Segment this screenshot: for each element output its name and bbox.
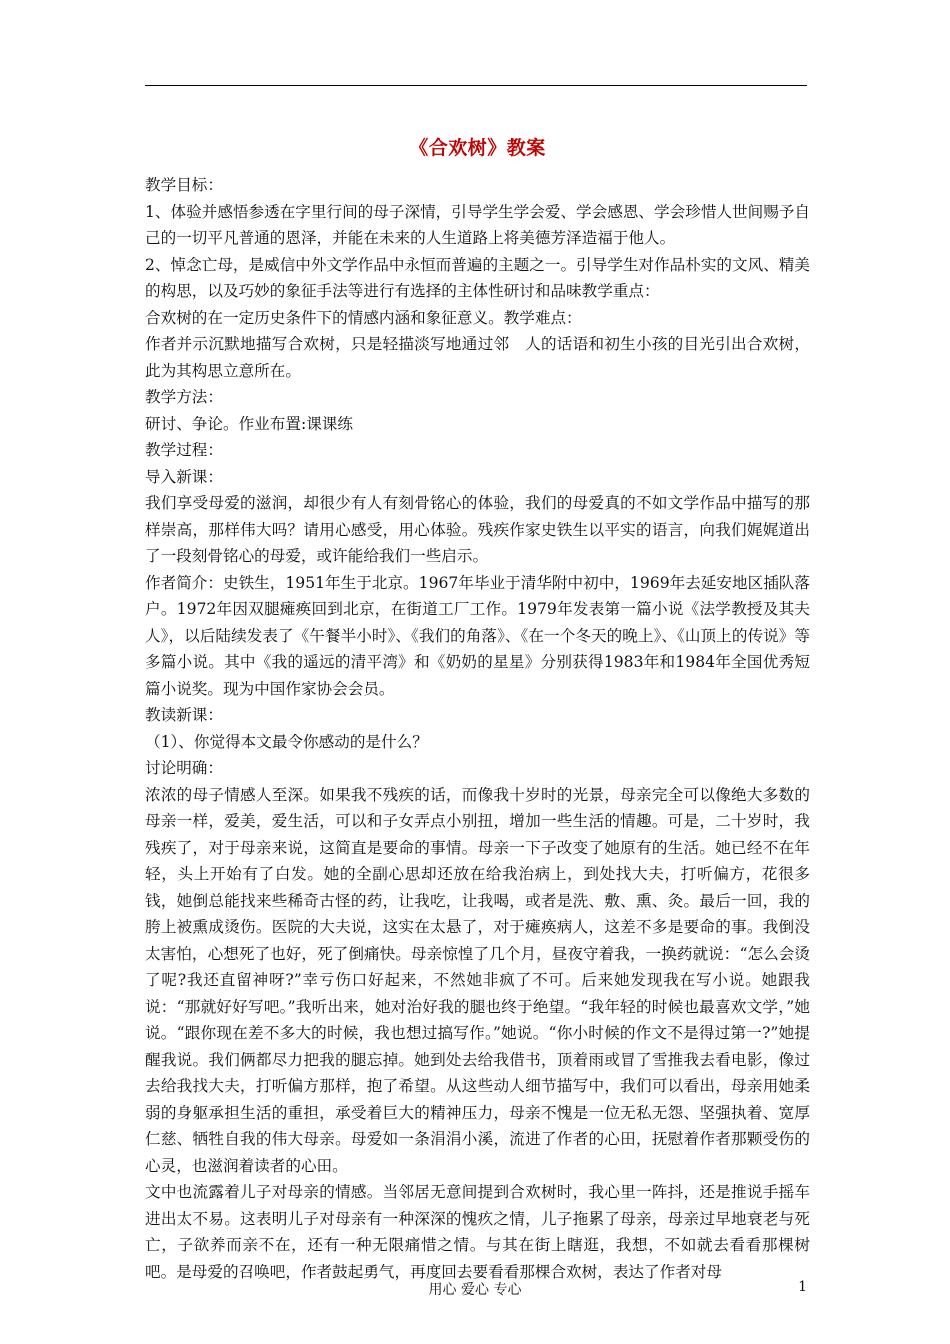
teaching-difficulty: 作者并示沉默地描写合欢树，只是轻描淡写地通过邻 人的话语和初生小孩的目光引出合欢树，此为其构思立意所在。 (145, 335, 810, 380)
section-heading-discussion: 讨论明确： (145, 759, 223, 777)
document-body (145, 130, 810, 1285)
discussion-question: （1）、你觉得本文最令你感动的是什么？ (145, 732, 428, 751)
discussion-paragraph-2: 文中也流露着儿子对母亲的情感。当邻居无意间提到合欢树时，我心里一阵抖，还是推说手摇车进出太不易。这表明儿子对母亲有一种深深的愧疚之情，儿子拖累了母亲，母亲过早地衰老与死亡，子欲养而亲不在，还有一种无限痛惜之情。与其在街上瞎逛，我想，不如就去看看那棵树吧。是母爱的召唤吧，作者鼓起勇气，再度回去要看看那棵合欢树，表达了作者对母 (145, 1183, 810, 1281)
teaching-focus: 合欢树的在一定历史条件下的情感内涵和象征意义。教学难点： (145, 308, 582, 327)
section-heading-intro: 导入新课： (145, 467, 223, 486)
page-number: 1 (798, 1279, 807, 1295)
section-heading-methods: 教学方法： (145, 388, 223, 406)
header-rule (145, 85, 807, 86)
intro-paragraph: 我们享受母爱的滋润，却很少有人有刻骨铭心的体验，我们的母爱真的不如文学作品中描写的那样崇高，那样伟大吗？请用心感受，用心体验。残疾作家史铁生以平实的语言，向我们娓娓道出了一段刻骨铭心的母爱，或许能给我们一些启示。 (145, 494, 810, 565)
objective-1: 1、体验并感悟参透在字里行间的母子深情，引导学生学会爱、学会感恩、学会珍惜人世间赐予自己的一切平凡普通的恩泽，并能在未来的人生道路上将美德芳泽造福于他人。 (145, 202, 810, 247)
discussion-paragraph-1: 浓浓的母子情感人至深。如果我不残疾的话，而像我十岁时的光景，母亲完全可以像绝大多数的母亲一样，爱美，爱生活，可以和子女弄点小别扭，增加一些生活的情趣。可是，二十岁时，我残疾了，对于母亲来说，这简直是要命的事情。母亲一下子改变了她原有的生活。她已经不在年轻，头上开始有了白发。她的全副心思却还放在给我治病上，到处找大夫，打听偏方，花很多钱，她倒总能找来些稀奇古怪的药，让我吃，让我喝，或者是洗、敷、熏、灸。最后一回，我的胯上被熏成烫伤。医院的大夫说，这实在太悬了，对于瘫痪病人，这差不多是要命的事。我倒没太害怕，心想死了也好，死了倒痛快。母亲惊惶了几个月，昼夜守着我，一换药就说：“怎么会烫了呢?我还直留神呀?”幸亏伤口好起来，不然她非疯了不可。后来她发现我在写小说。她跟我说：“那就好好写吧。”我听出来，她对治好我的腿也终于绝望。“我年轻的时候也最喜欢文学，”她说。“跟你现在差不多大的时候，我也想过搞写作。”她说。“你小时候的作文不是得过第一?”她提醒我说。我们俩都尽力把我的腿忘掉。她到处去给我借书，顶着雨或冒了雪推我去看电影，像过去给我找大夫，打听偏方那样，抱了希望。从这些动人细节描写中，我们可以看出，母亲用她柔弱的身躯承担生活的重担，承受着巨大的精神压力，母亲不愧是一位无私无怨、坚强执着、宽厚仁慈、牺牲自我的伟大母亲。母爱如一条涓涓小溪，流进了作者的心田，抚慰着作者那颗受伤的心灵，也滋润着读者的心田。 (145, 785, 810, 1175)
section-heading-reading: 教读新课： (145, 706, 223, 724)
footer-slogan: 用心 爱心 专心 (428, 1282, 522, 1298)
section-heading-process: 教学过程： (145, 441, 223, 459)
methods-text: 研讨、争论。作业布置:课课练 (145, 414, 353, 433)
page-title: 《合欢树》教案 (409, 137, 546, 159)
objective-2: 2、悼念亡母，是威信中外文学作品中永恒而普遍的主题之一。引导学生对作品朴实的文风、精美的构思，以及巧妙的象征手法等进行有选择的主体性研讨和品味教学重点： (145, 255, 810, 300)
section-heading-objectives: 教学目标： (145, 176, 223, 194)
page-footer (0, 1279, 950, 1303)
author-bio-paragraph: 作者简介：史铁生，1951年生于北京。1967年毕业于清华附中初中，1969年去延安地区插队落户。1972年因双腿瘫痪回到北京，在街道工厂工作。1979年发表第一篇小说《法学教授及其夫人》，以后陆续发表了《午餐半小时》、《我们的角落》、《在一个冬天的晚上》、《山顶上的传说》等多篇小说。其中《我的遥远的清平湾》和《奶奶的星星》分别获得1983年和1984年全国优秀短篇小说奖。现为中国作家协会会员。 (145, 573, 810, 698)
